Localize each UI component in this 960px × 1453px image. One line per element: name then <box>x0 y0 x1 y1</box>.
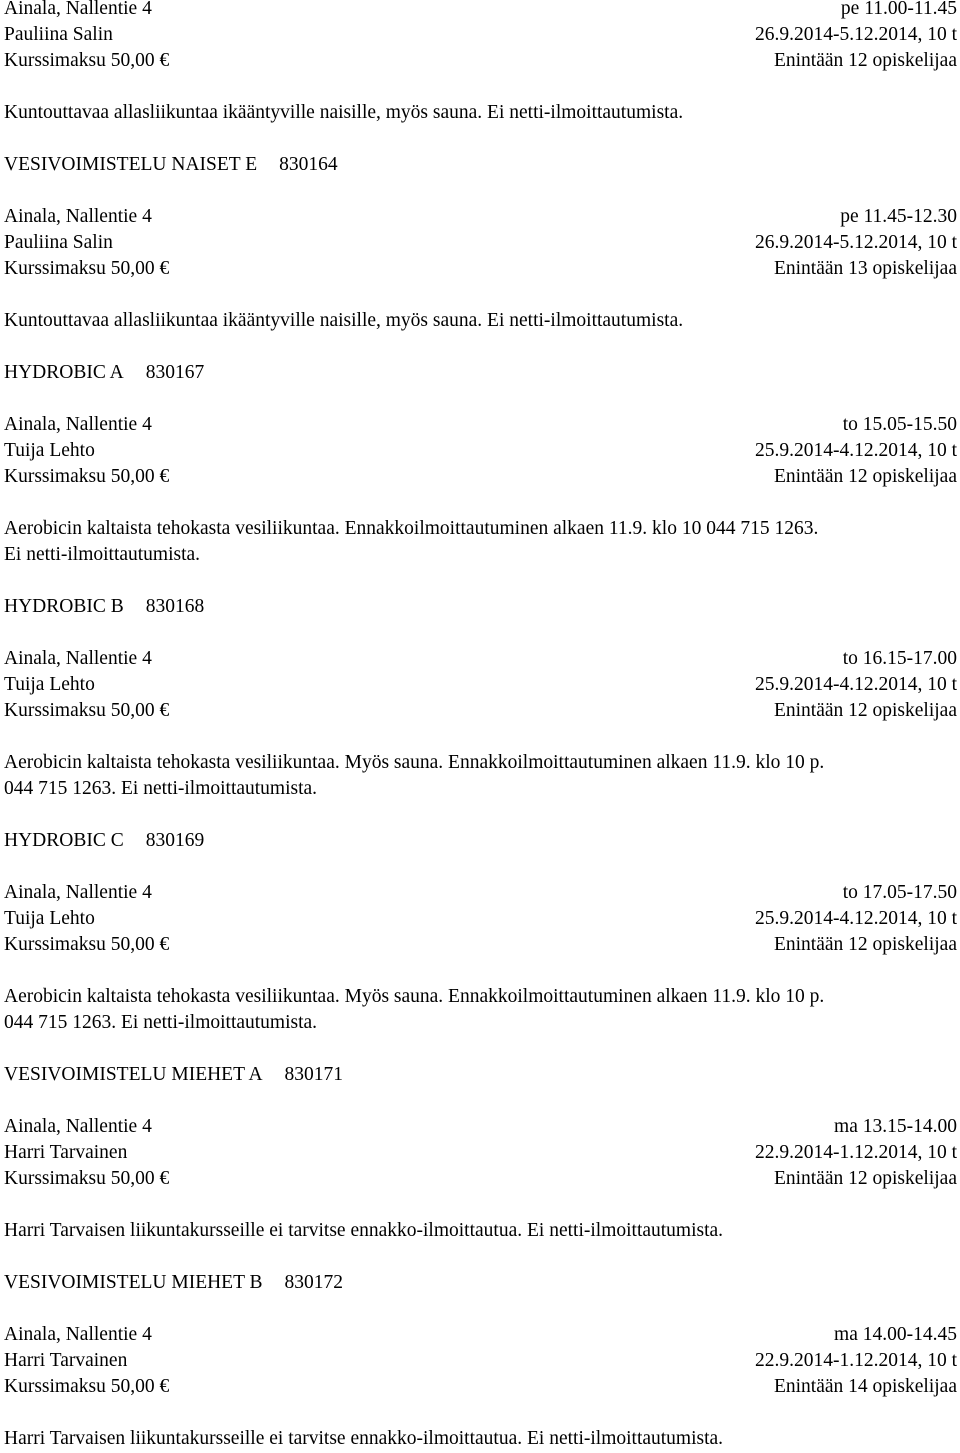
course-time: to 15.05-15.50 <box>842 414 957 435</box>
course-listing <box>4 0 957 1452</box>
course-block <box>4 828 957 1062</box>
course-teacher-row <box>4 672 957 698</box>
course-place: Ainala, Nallentie 4 <box>4 882 152 903</box>
course-teacher-row <box>4 438 957 464</box>
course-code: 830169 <box>145 830 205 851</box>
course-teacher: Tuija Lehto <box>4 440 95 461</box>
course-title: HYDROBIC B <box>4 596 124 617</box>
course-place-row <box>4 1322 957 1348</box>
course-block <box>4 594 957 828</box>
course-time: to 16.15-17.00 <box>842 648 957 669</box>
course-time: ma 14.00-14.45 <box>834 1324 957 1345</box>
course-description: Harri Tarvaisen liikuntakursseille ei tarvitse ennakko-ilmoittautua. Ei netti-ilmoittautumista. <box>4 1220 724 1241</box>
course-heading <box>4 360 957 386</box>
course-code: 830164 <box>279 154 338 175</box>
course-time: pe 11.00-11.45 <box>840 0 957 19</box>
course-description: Kuntouttavaa allasliikuntaa ikääntyville naisille, myös sauna. Ei netti-ilmoittautumista. <box>4 102 684 123</box>
course-fee: Kurssimaksu 50,00 € <box>4 258 170 279</box>
course-description-line: 044 715 1263. Ei netti-ilmoittautumista. <box>4 1012 318 1033</box>
course-block <box>4 1270 957 1452</box>
course-heading <box>4 1062 957 1088</box>
course-fee-row <box>4 1374 957 1400</box>
course-heading <box>4 152 957 178</box>
course-code: 830172 <box>284 1272 344 1293</box>
course-block <box>4 360 957 594</box>
course-heading <box>4 594 957 620</box>
course-title: VESIVOIMISTELU MIEHET B <box>4 1272 263 1293</box>
course-fee: Kurssimaksu 50,00 € <box>4 1168 170 1189</box>
course-code: 830168 <box>145 596 205 617</box>
course-place: Ainala, Nallentie 4 <box>4 648 152 669</box>
course-period: 26.9.2014-5.12.2014, 10 t <box>754 24 957 45</box>
course-fee: Kurssimaksu 50,00 € <box>4 934 170 955</box>
course-teacher: Harri Tarvainen <box>4 1350 128 1371</box>
course-period: 25.9.2014-4.12.2014, 10 t <box>754 908 957 929</box>
course-place: Ainala, Nallentie 4 <box>4 1116 152 1137</box>
course-description: Harri Tarvaisen liikuntakursseille ei tarvitse ennakko-ilmoittautua. Ei netti-ilmoittautumista. <box>4 1428 724 1449</box>
course-place: Ainala, Nallentie 4 <box>4 414 152 435</box>
course-period: 22.9.2014-1.12.2014, 10 t <box>754 1350 957 1371</box>
course-place-row <box>4 646 957 672</box>
course-teacher-row <box>4 230 957 256</box>
course-fee-row <box>4 1166 957 1192</box>
course-teacher: Tuija Lehto <box>4 908 95 929</box>
course-teacher: Harri Tarvainen <box>4 1142 128 1163</box>
course-description: Kuntouttavaa allasliikuntaa ikääntyville naisille, myös sauna. Ei netti-ilmoittautumista. <box>4 310 684 331</box>
course-heading <box>4 828 957 854</box>
course-place-row <box>4 412 957 438</box>
course-title: HYDROBIC C <box>4 830 124 851</box>
course-max: Enintään 14 opiskelijaa <box>773 1376 957 1397</box>
course-teacher: Tuija Lehto <box>4 674 95 695</box>
course-teacher: Pauliina Salin <box>4 24 113 45</box>
course-place: Ainala, Nallentie 4 <box>4 0 152 19</box>
course-fee: Kurssimaksu 50,00 € <box>4 50 170 71</box>
course-fee: Kurssimaksu 50,00 € <box>4 466 170 487</box>
course-period: 25.9.2014-4.12.2014, 10 t <box>754 440 957 461</box>
course-fee: Kurssimaksu 50,00 € <box>4 1376 170 1397</box>
course-description-line: 044 715 1263. Ei netti-ilmoittautumista. <box>4 778 318 799</box>
course-block <box>4 0 957 152</box>
course-description-line: Aerobicin kaltaista tehokasta vesiliikuntaa. Ennakkoilmoittautuminen alkaen 11.9. klo 10 044 715 1263. <box>4 518 819 539</box>
course-period: 22.9.2014-1.12.2014, 10 t <box>754 1142 957 1163</box>
course-max: Enintään 13 opiskelijaa <box>773 258 957 279</box>
course-fee-row <box>4 932 957 958</box>
course-place: Ainala, Nallentie 4 <box>4 206 152 227</box>
course-title: VESIVOIMISTELU NAISET E <box>4 154 258 175</box>
course-period: 26.9.2014-5.12.2014, 10 t <box>754 232 957 253</box>
course-description-line: Aerobicin kaltaista tehokasta vesiliikuntaa. Myös sauna. Ennakkoilmoittautuminen alkaen 11.9. klo 10 p. <box>4 752 825 773</box>
course-place-row <box>4 880 957 906</box>
course-fee-row <box>4 698 957 724</box>
course-place-row <box>4 0 957 22</box>
course-fee-row <box>4 256 957 282</box>
course-description-line: Aerobicin kaltaista tehokasta vesiliikuntaa. Myös sauna. Ennakkoilmoittautuminen alkaen 11.9. klo 10 p. <box>4 986 825 1007</box>
course-place-row <box>4 1114 957 1140</box>
course-time: pe 11.45-12.30 <box>840 206 957 227</box>
course-teacher-row <box>4 22 957 48</box>
course-time: ma 13.15-14.00 <box>834 1116 957 1137</box>
course-max: Enintään 12 opiskelijaa <box>773 466 957 487</box>
course-place: Ainala, Nallentie 4 <box>4 1324 152 1345</box>
course-code: 830171 <box>284 1064 344 1085</box>
course-block <box>4 1062 957 1270</box>
course-teacher-row <box>4 1140 957 1166</box>
course-title: HYDROBIC A <box>4 362 124 383</box>
course-title: VESIVOIMISTELU MIEHET A <box>4 1064 263 1085</box>
course-fee-row <box>4 48 957 74</box>
course-fee-row <box>4 464 957 490</box>
course-fee: Kurssimaksu 50,00 € <box>4 700 170 721</box>
course-max: Enintään 12 opiskelijaa <box>773 700 957 721</box>
course-time: to 17.05-17.50 <box>842 882 957 903</box>
course-description-line: Ei netti-ilmoittautumista. <box>4 544 201 565</box>
course-teacher-row <box>4 906 957 932</box>
course-code: 830167 <box>145 362 205 383</box>
course-max: Enintään 12 opiskelijaa <box>773 1168 957 1189</box>
course-place-row <box>4 204 957 230</box>
course-max: Enintään 12 opiskelijaa <box>773 934 957 955</box>
course-period: 25.9.2014-4.12.2014, 10 t <box>754 674 957 695</box>
course-block <box>4 152 957 360</box>
course-heading <box>4 1270 957 1296</box>
course-teacher: Pauliina Salin <box>4 232 113 253</box>
course-max: Enintään 12 opiskelijaa <box>773 50 957 71</box>
course-teacher-row <box>4 1348 957 1374</box>
